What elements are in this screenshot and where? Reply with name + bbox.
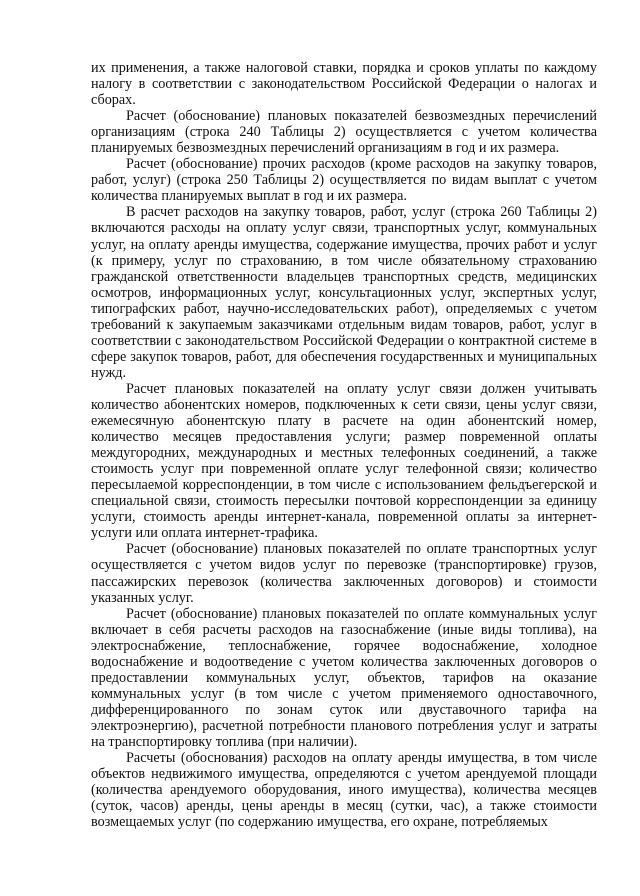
paragraph-procurement-expenses: В расчет расходов на закупку товаров, работ, услуг (строка 260 Таблицы 2) включаются расходы на оплату услуг связи, транспортных услуг, коммунальных услуг, на оплату аренды имущества, содержание имущества, прочих работ и услуг (к примеру, услуг по страхованию, в том числе обязательному страхованию гражданской ответственности владельцев транспортных средств, медицинских осмотров, информационных услуг, консультационных услуг, экспертных услуг, типографских работ, научно-исследовательских работ), определяемых с учетом требований к закупаемым заказчиками отдельным видам товаров, работ, услуг в соответствии с законодательством Российской Федерации о контрактной системе в сфере закупок товаров, работ, для обеспечения государственных и муниципальных нужд.	[91, 204, 597, 381]
paragraph-utility-services: Расчет (обоснование) плановых показателей по оплате коммунальных услуг включает в себя расчеты расходов на газоснабжение (иные виды топлива), на электроснабжение, теплоснабжение, горячее водоснабжение, холодное водоснабжение и водоотведение с учетом количества заключенных договоров о предоставлении коммунальных услуг, объектов, тарифов на оказание коммунальных услуг (в том числе с учетом применяемого одноставочного, дифференцированного по зонам суток или двуставочного тарифа на электроэнергию), расчетной потребности планового потребления услуг и затраты на транспортировку топлива (при наличии).	[91, 605, 597, 750]
paragraph-property-rent: Расчеты (обоснования) расходов на оплату аренды имущества, в том числе объектов недвижимого имущества, определяются с учетом арендуемой площади (количества арендуемого оборудования, иного имущества), количества месяцев (суток, часов) аренды, цены аренды в месяц (сутки, час), а также стоимости возмещаемых услуг (по содержанию имущества, его охране, потребляемых	[91, 750, 597, 831]
paragraph-transport-services: Расчет (обоснование) плановых показателей по оплате транспортных услуг осуществляется с учетом видов услуг по перевозке (транспортировке) грузов, пассажирских перевозок (количества заключенных договоров) и стоимости указанных услуг.	[91, 541, 597, 606]
paragraph-gratuitous-transfers: Расчет (обоснование) плановых показателей безвозмездных перечислений организациям (строка 240 Таблицы 2) осуществляется с учетом количества планируемых безвозмездных перечислений организациям в год и их размера.	[91, 108, 597, 157]
document-page	[91, 0, 597, 830]
paragraph-other-expenses: Расчет (обоснование) прочих расходов (кроме расходов на закупку товаров, работ, услуг) (строка 250 Таблицы 2) осуществляется по видам выплат с учетом количества планируемых выплат в год и их размера.	[91, 156, 597, 205]
paragraph-communication-services: Расчет плановых показателей на оплату услуг связи должен учитывать количество абонентских номеров, подключенных к сети связи, цены услуг связи, ежемесячную абонентскую плату в расчете на один абонентский номер, количество месяцев предоставления услуги; размер повременной оплаты междугородних, международных и местных телефонных соединений, а также стоимость услуг при повременной оплате услуг телефонной связи; количество пересылаемой корреспонденции, в том числе с использованием фельдъегерской и специальной связи, стоимость пересылки почтовой корреспонденции за единицу услуги, стоимость аренды интернет-канала, повременной оплаты за интернет-услуги или оплата интернет-трафика.	[91, 380, 597, 542]
paragraph-tax-continuation: их применения, а также налоговой ставки, порядка и сроков уплаты по каждому налогу в соответствии с законодательством Российской Федерации о налогах и сборах.	[91, 60, 597, 109]
